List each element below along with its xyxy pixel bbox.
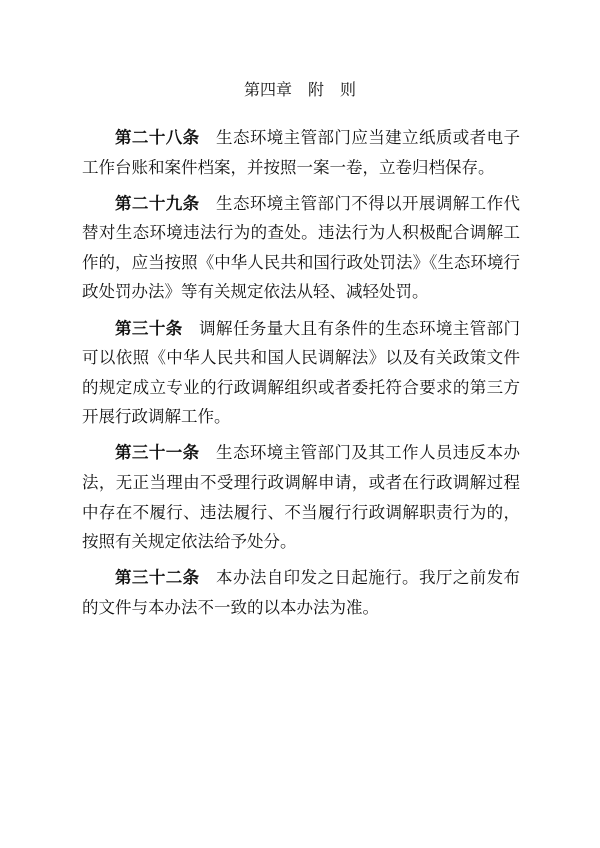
article-30 <box>82 314 520 432</box>
article-31 <box>82 438 520 556</box>
article-text: 调解任务量大且有条件的生态环境主管部门可以依照《中华人民共和国人民调解法》以及有关政策文件的规定成立专业的行政调解组织或者委托符合要求的第三方开展行政调解工作。 <box>82 318 521 427</box>
article-text: 生态环境主管部门及其工作人员违反本办法，无正当理由不受理行政调解申请，或者在行政调解过程中存在不履行、违法履行、不当履行行政调解职责行为的，按照有关规定依法给予处分。 <box>82 443 521 552</box>
document-body <box>82 123 520 629</box>
article-number: 第三十条 <box>115 318 183 338</box>
article-text: 本办法自印发之日起施行。我厅之前发布的文件与本办法不一致的以本办法为准。 <box>82 568 521 617</box>
article-number: 第三十一条 <box>115 443 200 463</box>
article-28 <box>82 123 520 182</box>
article-32 <box>82 563 520 622</box>
chapter-title: 第四章 附 则 <box>243 80 356 99</box>
article-number: 第二十八条 <box>115 128 200 147</box>
article-number: 第二十九条 <box>115 193 200 213</box>
article-text: 生态环境主管部门不得以开展调解工作代替对生态环境违法行为的查处。违法行为人积极配合调解工作的，应当按照《中华人民共和国行政处罚法》《生态环境行政处罚办法》等有关规定依法从轻、减轻处罚。 <box>82 193 521 302</box>
article-text: 生态环境主管部门应当建立纸质或者电子工作台账和案件档案，并按照一案一卷，立卷归档保存。 <box>82 128 521 177</box>
article-number: 第三十二条 <box>115 568 200 588</box>
article-29 <box>82 189 520 307</box>
